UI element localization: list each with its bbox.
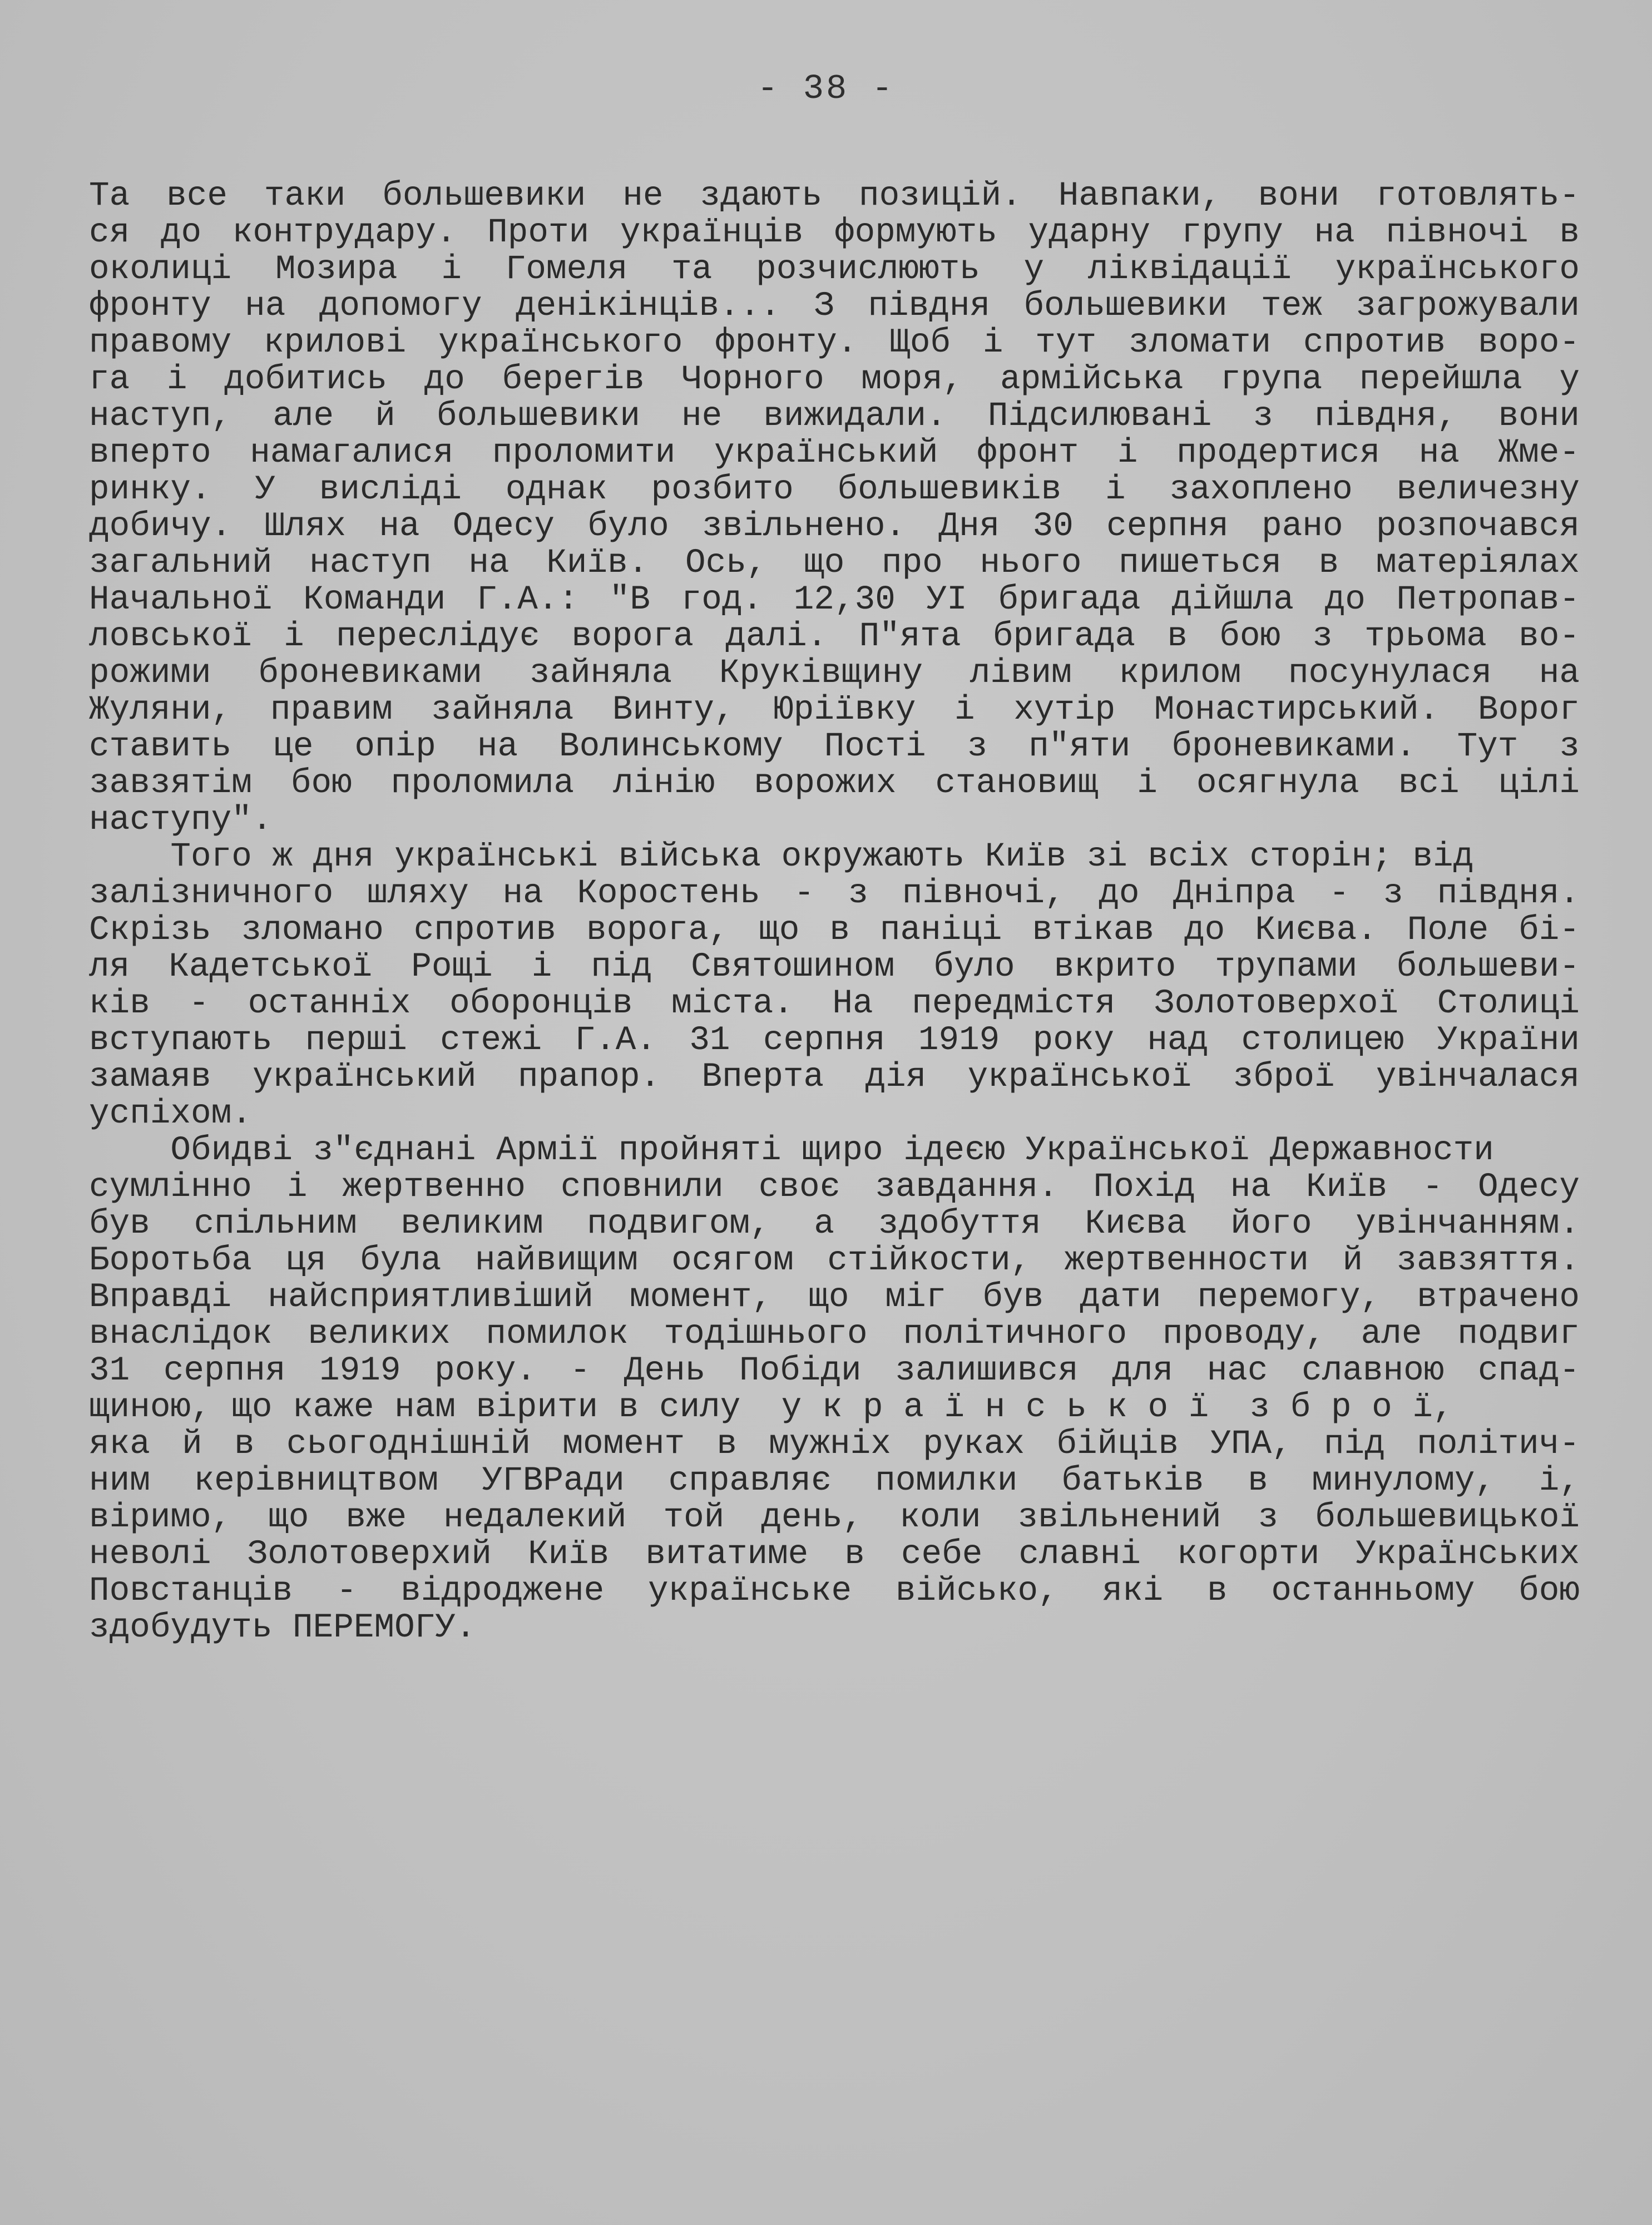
text-line: Повстанців - відроджене українське військо, які в останньому бою [89,1573,1580,1610]
text-line: 31 серпня 1919 року. - День Побіди залишився для нас славною спад- [89,1353,1580,1390]
text-line: Начальної Команди Г.А.: "В год. 12,30 УІ бригада дійшла до Петропав- [89,582,1580,619]
text-line: віримо, що вже недалекий той день, коли звільнений з большевицької [89,1500,1580,1536]
text-line: фронту на допомогу денікінців... З півдня большевики теж загрожували [89,288,1580,325]
text-line: загальний наступ на Київ. Ось, що про нього пишеться в матеріялах [89,545,1580,582]
text-line: внаслідок великих помилок тодішнього політичного проводу, але подвиг [89,1316,1580,1353]
text-line: Обидві з"єднані Армії пройняті щиро ідеєю Української Державности [89,1131,1494,1170]
text-line: був спільним великим подвигом, а здобуття Києва його увінчанням. [89,1206,1580,1243]
text-line: добичу. Шлях на Одесу було звільнено. Дня 30 серпня рано розпочався [89,508,1580,545]
text-line: га і добитись до берегів Чорного моря, армійська група перейшла у [89,362,1580,398]
paragraph-1 [89,178,1580,839]
text-line: ся до контрудару. Проти українців формують ударну групу на півночі в [89,215,1580,251]
text-line: вперто намагалися проломити український фронт і продертися на Жме- [89,435,1580,472]
text-line: ставить це опір на Волинському Пості з п"яти броневиками. Тут з [89,729,1580,765]
text-line: здобудуть ПЕРЕМОГУ. [89,1609,476,1647]
text-line: замаяв український прапор. Вперта дія української зброї увінчалася [89,1059,1580,1096]
body-text [89,178,1580,1646]
text-line: успіхом. [89,1095,252,1133]
paragraph-2 [89,839,1580,1133]
text-line: щиною, що каже нам вірити в силу у к р а ї н с ь к о ї з б р о ї, [89,1388,1453,1427]
text-line: околиці Мозира і Гомеля та розчислюють у ліквідації українського [89,251,1580,288]
paragraph-3 [89,1133,1580,1646]
text-line: Скрізь зломано спротив ворога, що в паніці втікав до Києва. Поле бі- [89,912,1580,949]
text-line: рожими броневиками зайняла Круківщину лівим крилом посунулася на [89,655,1580,692]
text-line: наступ, але й большевики не вижидали. Підсилювані з півдня, вони [89,398,1580,435]
text-line: ловської і переслідує ворога далі. П"ята бригада в бою з трьома во- [89,619,1580,655]
page-number: - 38 - [757,69,895,108]
text-line: ків - останніх оборонців міста. На передмістя Золотоверхої Столиці [89,986,1580,1022]
text-line: неволі Золотоверхий Київ витатиме в себе славні когорти Українських [89,1536,1580,1573]
text-line: правому крилові українського фронту. Щоб і тут зломати спротив воро- [89,325,1580,362]
text-line: завзятім бою проломила лінію ворожих становищ і осягнула всі цілі [89,765,1580,802]
text-line: вступають перші стежі Г.А. 31 серпня 1919 року над столицею України [89,1022,1580,1059]
text-line: Жуляни, правим зайняла Винту, Юріївку і хутір Монастирський. Ворог [89,692,1580,729]
text-line: Того ж дня українські війська окружають Київ зі всіх сторін; від [89,838,1474,876]
text-line: ринку. У висліді однак розбито большевиків і захоплено величезну [89,472,1580,508]
text-line: наступу". [89,801,273,839]
text-line: Вправді найсприятливіший момент, що міг був дати перемогу, втрачено [89,1279,1580,1316]
text-line: Боротьба ця була найвищим осягом стійкости, жертвенности й завзяття. [89,1243,1580,1279]
text-line: сумлінно і жертвенно сповнили своє завдання. Похід на Київ - Одесу [89,1169,1580,1206]
text-line: ля Кадетської Рощі і під Святошином було вкрито трупами большеви- [89,949,1580,986]
text-line: Та все таки большевики не здають позицій. Навпаки, вони готовлять- [89,178,1580,215]
text-line: залізничного шляху на Коростень - з півночі, до Дніпра - з півдня. [89,876,1580,912]
text-line: ним керівництвом УГВРади справляє помилки батьків в минулому, і, [89,1463,1580,1500]
text-line: яка й в сьогоднішній момент в мужніх руках бійців УПА, під політич- [89,1426,1580,1463]
